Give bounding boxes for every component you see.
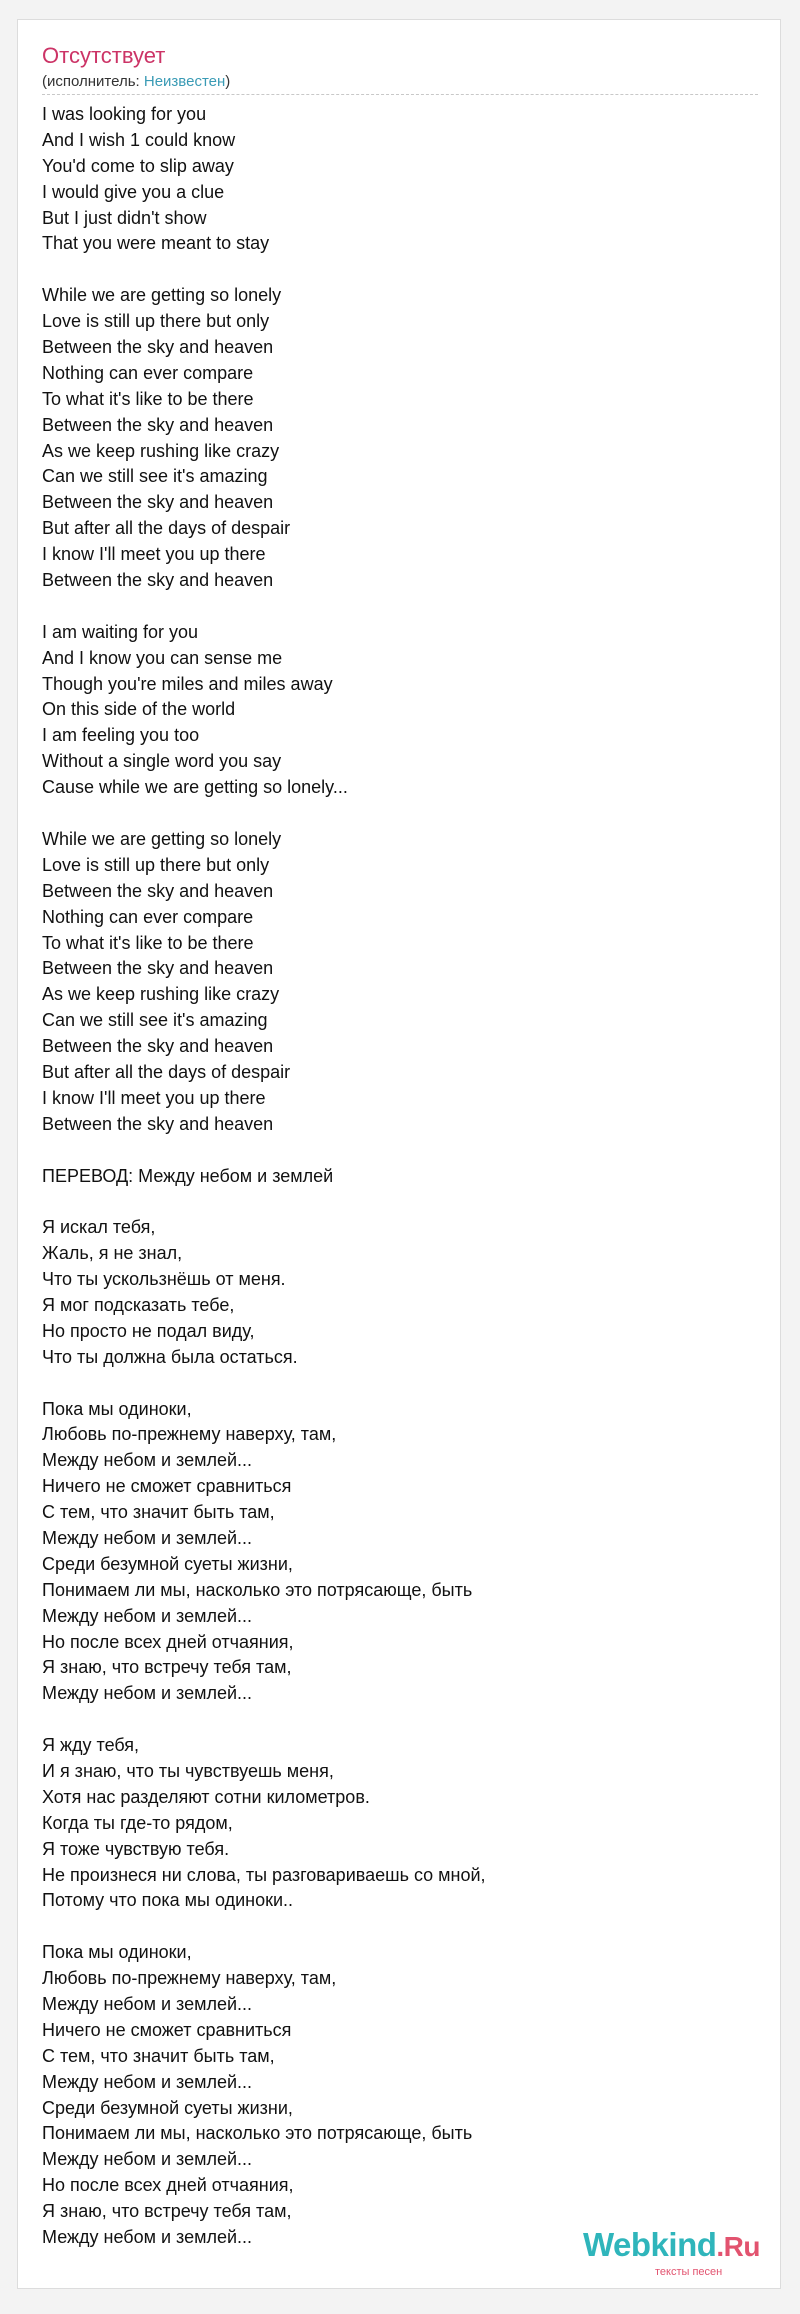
lyric-line: But I just didn't show xyxy=(42,207,207,228)
lyric-line: Любовь по-прежнему наверху, там, xyxy=(42,1968,337,1989)
lyric-line: Когда ты где-то рядом, xyxy=(42,1812,233,1833)
lyric-line: As we keep rushing like crazy xyxy=(42,984,280,1005)
webkind-logo[interactable] xyxy=(583,2225,773,2285)
lyric-line: I would give you a clue xyxy=(42,181,225,202)
stanza-break xyxy=(42,594,758,620)
lyric-line: С тем, что значит быть там, xyxy=(42,1502,275,1523)
stanza-break xyxy=(42,1707,758,1733)
lyric-line: Между небом и землей... xyxy=(42,1527,253,1548)
lyric-line: Понимаем ли мы, насколько это потрясающе, быть xyxy=(42,2123,473,2144)
lyric-line: Пока мы одиноки, xyxy=(42,1942,192,1963)
stanza-break xyxy=(42,801,758,827)
artist-byline xyxy=(42,72,230,92)
lyric-line: Between the sky and heaven xyxy=(42,414,274,435)
lyric-line: Между небом и землей... xyxy=(42,1994,253,2015)
lyric-line: Ничего не сможет сравниться xyxy=(42,2019,292,2040)
lyric-line: Что ты должна была остаться. xyxy=(42,1346,298,1367)
lyric-line: Между небом и землей... xyxy=(42,2227,253,2248)
byline-suffix: ) xyxy=(225,73,231,90)
lyric-line: Хотя нас разделяют сотни километров. xyxy=(42,1786,370,1807)
lyric-line: Я знаю, что встречу тебя там, xyxy=(42,1657,292,1678)
lyric-line: Я жду тебя, xyxy=(42,1735,140,1756)
lyric-line: But after all the days of despair xyxy=(42,518,291,539)
lyric-line: Nothing can ever compare xyxy=(42,906,254,927)
lyric-line: You'd come to slip away xyxy=(42,155,234,176)
lyric-line: Can we still see it's amazing xyxy=(42,1010,268,1031)
lyrics-card xyxy=(17,19,781,2289)
lyric-line: Я знаю, что встречу тебя там, xyxy=(42,2201,292,2222)
lyric-line: Between the sky and heaven xyxy=(42,958,274,979)
lyric-line: And I wish 1 could know xyxy=(42,129,236,150)
stanza-break xyxy=(42,1914,758,1940)
stanza-break xyxy=(42,257,758,283)
lyric-line: Любовь по-прежнему наверху, там, xyxy=(42,1424,337,1445)
lyric-line: Cause while we are getting so lonely... xyxy=(42,777,348,798)
lyric-line: As we keep rushing like crazy xyxy=(42,440,280,461)
logo-tagline: тексты песен xyxy=(655,2266,723,2278)
lyric-line: And I know you can sense me xyxy=(42,647,283,668)
artist-link[interactable]: Неизвестен xyxy=(143,73,226,90)
lyric-line: Love is still up there but only xyxy=(42,854,270,875)
song-title: Отсутствует xyxy=(42,43,166,68)
lyric-line: Между небом и землей... xyxy=(42,2071,253,2092)
lyric-line: Среди безумной суеты жизни, xyxy=(42,2097,293,2118)
lyric-line: С тем, что значит быть там, xyxy=(42,2045,275,2066)
lyric-line: Между небом и землей... xyxy=(42,1683,253,1704)
lyric-line: Понимаем ли мы, насколько это потрясающе, быть xyxy=(42,1579,473,1600)
lyric-line: While we are getting so lonely xyxy=(42,285,282,306)
lyric-line: ПЕРЕВОД: Между небом и землей xyxy=(42,1165,334,1186)
lyric-line: Я тоже чувствую тебя. xyxy=(42,1838,230,1859)
lyric-line: Love is still up there but only xyxy=(42,311,270,332)
lyric-line: Но просто не подал виду, xyxy=(42,1320,255,1341)
logo-wordmark xyxy=(583,2225,760,2267)
stanza-break xyxy=(42,1371,758,1397)
lyric-line: Среди безумной суеты жизни, xyxy=(42,1553,293,1574)
lyrics-text xyxy=(42,102,758,2251)
lyric-line: I was looking for you xyxy=(42,104,207,124)
lyric-line: Between the sky and heaven xyxy=(42,1036,274,1057)
lyric-line: Потому что пока мы одиноки.. xyxy=(42,1890,294,1911)
lyric-line: Между небом и землей... xyxy=(42,1605,253,1626)
lyric-line: On this side of the world xyxy=(42,699,236,720)
stanza-break xyxy=(42,1189,758,1215)
lyric-line: Can we still see it's amazing xyxy=(42,466,268,487)
lyric-line: To what it's like to be there xyxy=(42,932,254,953)
lyric-line: I know I'll meet you up there xyxy=(42,1087,266,1108)
lyric-line: Что ты ускользнёшь от меня. xyxy=(42,1269,286,1290)
lyric-line: I know I'll meet you up there xyxy=(42,544,266,565)
lyric-line: Between the sky and heaven xyxy=(42,337,274,358)
lyric-line: That you were meant to stay xyxy=(42,233,270,254)
lyric-line: Пока мы одиноки, xyxy=(42,1398,192,1419)
logo-tld: .Ru xyxy=(716,2231,761,2262)
lyric-line: Я мог подсказать тебе, xyxy=(42,1294,235,1315)
logo-name: Webkind xyxy=(583,2226,717,2263)
lyric-line: But after all the days of despair xyxy=(42,1061,291,1082)
lyric-line: Ничего не сможет сравниться xyxy=(42,1476,292,1497)
lyric-line: Between the sky and heaven xyxy=(42,492,274,513)
lyric-line: Между небом и землей... xyxy=(42,1450,253,1471)
lyric-line: Though you're miles and miles away xyxy=(42,673,333,694)
lyric-line: Жаль, я не знал, xyxy=(42,1243,183,1264)
lyric-line: Я искал тебя, xyxy=(42,1217,156,1238)
lyric-line: Nothing can ever compare xyxy=(42,362,254,383)
lyric-line: I am waiting for you xyxy=(42,621,199,642)
lyric-line: И я знаю, что ты чувствуешь меня, xyxy=(42,1761,334,1781)
lyric-line: Между небом и землей... xyxy=(42,2149,253,2170)
lyric-line: Но после всех дней отчаяния, xyxy=(42,1631,294,1652)
lyric-line: While we are getting so lonely xyxy=(42,828,282,849)
lyric-line: Without a single word you say xyxy=(42,751,282,772)
lyric-line: Не произнеся ни слова, ты разговариваешь со мной, xyxy=(42,1864,486,1885)
lyric-line: Но после всех дней отчаяния, xyxy=(42,2175,294,2196)
lyric-line: To what it's like to be there xyxy=(42,388,254,409)
byline-prefix: (исполнитель: xyxy=(42,73,144,90)
lyric-line: Between the sky and heaven xyxy=(42,570,274,591)
stanza-break xyxy=(42,1138,758,1164)
title-divider xyxy=(42,94,758,95)
lyric-line: Between the sky and heaven xyxy=(42,1113,274,1134)
lyric-line: Between the sky and heaven xyxy=(42,880,274,901)
lyric-line: I am feeling you too xyxy=(42,725,200,746)
